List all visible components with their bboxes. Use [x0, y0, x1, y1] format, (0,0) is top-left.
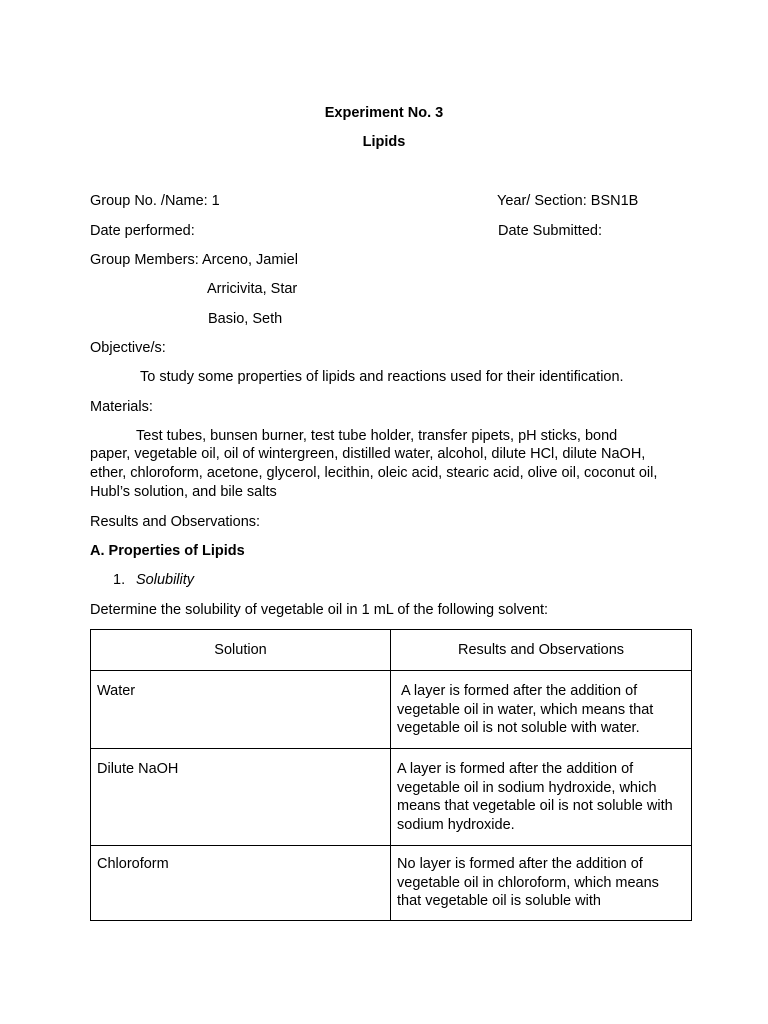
table-cell: [391, 671, 692, 749]
member-item: Arricivita, Star: [207, 281, 298, 297]
instruction-text: Determine the solubility of vegetable oil in 1 mL of the following solvent:: [90, 602, 549, 618]
materials-line: Test tubes, bunsen burner, test tube holder, transfer pipets, pH sticks, bond: [136, 428, 618, 444]
table-header-row: [91, 630, 692, 671]
table-cell: [391, 846, 692, 921]
materials-line: paper, vegetable oil, oil of wintergreen, distilled water, alcohol, dilute HCl, dilute NaOH,: [90, 446, 646, 462]
results-table: [90, 629, 692, 921]
solution-name: Dilute NaOH: [97, 761, 179, 777]
table-cell: [91, 671, 391, 749]
table-cell: [91, 846, 391, 921]
table-cell: [91, 749, 391, 846]
table-cell: [391, 749, 692, 846]
materials-line: ether, chloroform, acetone, glycerol, lecithin, oleic acid, stearic acid, olive oil, coconut oil,: [90, 465, 658, 481]
materials-line: Hubl’s solution, and bile salts: [90, 484, 277, 500]
materials-label: Materials:: [90, 399, 153, 415]
objective-label: Objective/s:: [90, 340, 166, 356]
results-label: Results and Observations:: [90, 514, 261, 530]
observation-text: No layer is formed after the addition of vegetable oil in chloroform, which means that vegetable oil is soluble with: [397, 856, 659, 909]
member-item: Basio, Seth: [208, 311, 283, 327]
experiment-title: Experiment No. 3: [324, 105, 444, 121]
table-row: [91, 846, 692, 921]
year-section: Year/ Section: BSN1B: [497, 193, 639, 209]
table-row: [91, 749, 692, 846]
list-number: 1.: [113, 572, 126, 588]
group-members: Group Members: Arceno, Jamiel: [90, 252, 298, 268]
table-header-cell: Solution: [91, 630, 391, 671]
objective-text: To study some properties of lipids and reactions used for their identification.: [140, 369, 624, 385]
table-header-cell: Results and Observations: [391, 630, 692, 671]
observation-text: A layer is formed after the addition of vegetable oil in sodium hydroxide, which means that vegetable oil is not soluble with sodium hydroxide.: [397, 761, 673, 833]
list-item-title: Solubility: [136, 572, 195, 588]
group-name: Group No. /Name: 1: [90, 193, 220, 209]
table-row: [91, 671, 692, 749]
observation-text: A layer is formed after the addition of vegetable oil in water, which means that vegetable oil is not soluble with water.: [397, 683, 658, 736]
solution-name: Chloroform: [97, 856, 169, 872]
section-heading: A. Properties of Lipids: [90, 543, 245, 559]
topic-title: Lipids: [362, 134, 406, 150]
date-performed: Date performed:: [90, 223, 195, 239]
date-submitted: Date Submitted:: [498, 223, 602, 239]
solution-name: Water: [97, 683, 136, 699]
